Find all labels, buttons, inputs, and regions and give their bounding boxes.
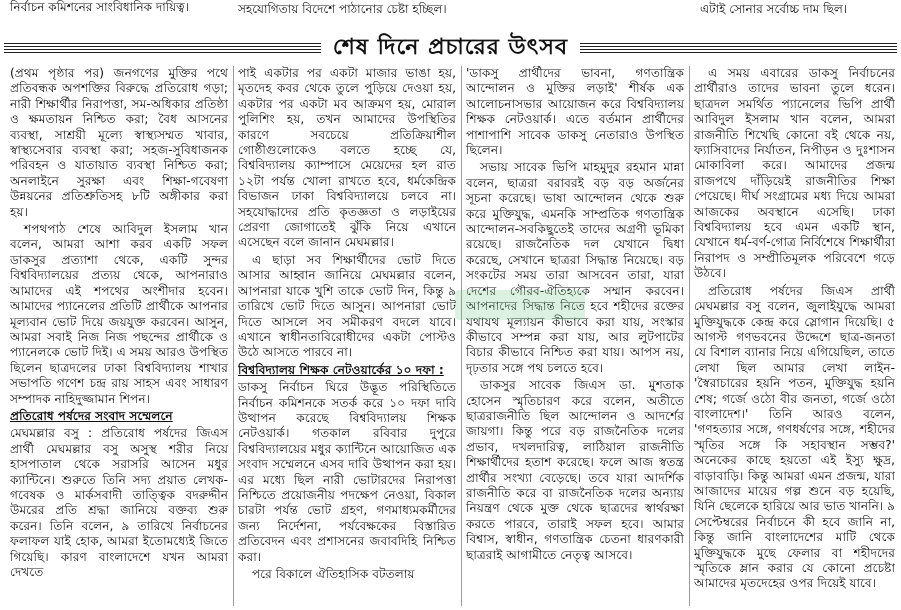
paragraph: প্রতিরোধ পর্ষদের জিএস প্রার্থী মেঘমল্লার বসু বলেন, জুলাইযুদ্ধে আমরা মুক্তিযুদ্ধকে কেন্দ্র করে স্লোগান দিয়েছি। ৫ আগস্ট গণভবনের উদ্দেশে ছাত্র-জনতা যে বিশাল ব্যানার নিয়ে এগিয়েছিল, তাতে লেখা ছিল আমার লেখা লাইন- 'স্বৈরাচারের হয়নি পতন, মুক্তিযুদ্ধ হয়নি শেষ; গর্জে ওঠো বীর জনতা, গর্জে ওঠো বাংলাদেশ।' তিনি আরও বলেন, 'গণহত্যার সঙ্গে, গণধর্ষণের সঙ্গে, শহীদের স্মৃতির সঙ্গে কি সহাবস্থান সম্ভব?' অনেকের কাছে হয়তো এই ইস্যু ক্ষুদ্র, বাড়াবাড়ি। কিন্তু আমরা এমন প্রজন্ম, যারা আজাদের মায়ের গল্প শুনে বড় হয়েছি, যিনি ছেলেকে হারিয়ে আর ভাত খাননি। ৯ সেপ্টেম্বরের নির্বাচনে কী হবে জানি না, কিন্তু জানি বাংলাদেশের মাটি থেকে মুক্তিযুদ্ধকে মুছে ফেলার বা শহীদদের স্মৃতিকে ম্লান করার যে কোনো প্রচেষ্টা আমাদের মৃতদেহের ওপর দিয়েই যাবে।	[694, 283, 895, 591]
top-text-right: এটাই সোনার সর্বোচ্চ দাম ছিল।	[700, 2, 848, 16]
headline-rule-left	[4, 43, 321, 53]
paragraph: এ ছাড়া সব শিক্ষার্থীদের ভোট দিতে আসার আহ্বান জানিয়ে মেঘমল্লার বলেন, আপনারা যাকে খুশি তাকে ভোট দিন, কিন্তু ৯ তারিখে ভোট দিতে আসুন। আপনারা ভোট দিতে আসলে সব সমীকরণ বদলে যাবে। এখানে স্বাধীনতাবিরোধীদের একটা পোস্টও উঠে আসতে পারবে না।	[238, 252, 456, 360]
paragraph: ডাকসুর সাবেক জিএস ডা. মুশতাক হোসেন স্মৃতিচারণ করে বলেন, অতীতে ছাত্ররাজনীতি ছিল আন্দোলন ও আদর্শের জায়গা। কিন্তু পরে বড় রাজনৈতিক দলের প্রভাব, দখলদারিত্ব, লাঠিয়াল রাজনীতি শিক্ষার্থীদের হতাশ করেছে। ফলে আজ স্বতন্ত্র প্রার্থীর সংখ্যা বেড়েছে। তবে যারা আদর্শিক রাজনীতি করে বা রাজনৈতিক দলের অন্যায় নিয়ন্ত্রণ থেকে মুক্ত থেকে ছাত্রদের স্বার্থরক্ষা করতে পারবে, তারাই সফল হবে। আমার বিশ্বাস, স্বাধীন, গণতান্ত্রিক চেতনা ধারণকারী ছাত্ররাই আগামীতে নেতৃত্ব আসবে।	[466, 378, 684, 562]
paragraph: ডাকসু নির্বাচন ঘিরে উদ্ভূত পরিস্থিতিতে নির্বাচন কমিশনকে সতর্ক করে ১০ দফা দাবি উত্থাপন করেছে বিশ্ববিদ্যালয় শিক্ষক নেটওয়ার্ক। গতকাল রবিবার দুপুরে বিশ্ববিদ্যালয়ের মধুর ক্যান্টিনে আয়োজিত এক সংবাদ সম্মেলনে এসব দাবি উত্থাপন করা হয়। এর মধ্যে ছিল নারী ভোটারদের নিরাপত্তা নিশ্চিতে প্রয়োজনীয় পদক্ষেপ নেওয়া, বিকাল চারটা পর্যন্ত ভোট গ্রহণ, গণমাধ্যমকর্মীদের জন্য নির্দেশনা, পর্যবেক্ষকের বিস্তারিত প্রতিবেদন এবং প্রশাসনের জবাবদিহি নিশ্চিত করা।	[238, 380, 456, 564]
column-4	[694, 66, 895, 606]
article-columns	[10, 66, 895, 606]
headline-rule-right	[580, 43, 897, 53]
subheading: প্রতিরোধ পর্ষদের সংবাদ সম্মেলনে	[10, 408, 173, 423]
column-2	[238, 66, 456, 606]
paragraph: মেঘমল্লার বসু : প্রতিরোধ পর্ষদের জিএস প্রার্থী মেঘমল্লার বসু অসুস্থ শরীর নিয়ে হাসপাতাল থেকে সরাসরি আসেন মধুর ক্যান্টিনে। শুরুতে তিনি সদ্য প্রয়াত লেখক-গবেষক ও মার্কসবাদী তাত্ত্বিক বদরুদ্দীন উমরের প্রতি শ্রদ্ধা জানিয়ে বক্তব্য শুরু করেন। তিনি বলেন, ৯ তারিখে নির্বাচনের ফলাফল যাই হোক, আমরা ইতোমধ্যেই জিতে গিয়েছি। কারণ বাংলাদেশে যখন আমরা দেখতে	[10, 426, 228, 579]
paragraph: এ সময় এবারের ডাকসু নির্বাচনের প্রার্থীরাও তাদের ভাবনা তুলে ধরেন। ছাত্রদল সমর্থিত প্যানেলের ভিপি প্রার্থী আবিদুল ইসলাম খান বলেন, আমরা রাজনীতি শিখেছি কোনো বই থেকে নয়, ফ্যাসিবাদের নির্যাতন, নিপীড়ন ও দুঃশাসন মোকাবিলা করে। আমাদের প্রজন্ম রাজপথে দাঁড়িয়েই রাজনীতির শিক্ষা পেয়েছে। দীর্ঘ সংগ্রামের মধ্য দিয়ে আমরা আজকের অবস্থানে এসেছি। ঢাকা বিশ্ববিদ্যালয় হবে এমন একটি স্থান, যেখানে ধর্ম-বর্ণ-গোত্র নির্বিশেষে শিক্ষার্থীরা নিরাপদ ও সম্প্রীতিমূলক পরিবেশে গড়ে উঠবে।	[694, 66, 895, 281]
paragraph: পরে বিকালে ঐতিহাসিক বটতলায়	[252, 567, 415, 581]
article-headline: শেষ দিনে প্রচারের উৎসব	[332, 34, 569, 60]
column-3	[466, 66, 684, 606]
headline-bar	[4, 33, 897, 63]
paragraph: 'ডাকসু প্রার্থীদের ভাবনা, গণতান্ত্রিক আন্দোলন ও মুক্তির লড়াই' শীর্ষক এক আলোচনাসভার আয়োজন করে বিশ্ববিদ্যালয় শিক্ষক নেটওয়ার্ক। এতে বর্তমান প্রার্থীদের পাশাপাশি সাবেক ডাকসু নেতারাও উপস্থিত ছিলেন।	[466, 66, 684, 158]
top-text-left: নির্বাচন কমিশনের সাংবিধানিক দায়িত্ব।	[10, 0, 190, 14]
column-1	[10, 66, 228, 606]
paragraph: শপথপাঠ শেষে আবিদুল ইসলাম খান বলেন, আমরা আশা করব একটি সফল ডাকসুর প্রত্যাশা থেকে, একটি সুন্দর বিশ্ববিদ্যালয়ের প্রত্যয় থেকে, আপনারাও আমাদের এই শপথের অংশীদার হবেন। আমাদের প্যানেলের প্রতিটি প্রার্থীকে আপনার মূল্যবান ভোট দিয়ে জয়যুক্ত করবেন। আসুন, আমরা সবাই নিজ নিজ পছন্দের প্রার্থীকে ও প্যানেলকে ভোট দিই। এ সময় আরও উপস্থিত ছিলেন ছাত্রদলের ঢাকা বিশ্ববিদ্যালয় শাখার সভাপতি গণেশ চন্দ্র রায় সাহস এবং সাধারণ সম্পাদক নাহিদুজ্জামান শিপন।	[10, 222, 228, 406]
watermark-logo	[455, 290, 585, 320]
paragraph: পাই একটার পর একটা মাজার ভাঙা হয়, মৃতদেহ কবর থেকে তুলে পুড়িয়ে দেওয়া হয়, একটার পর একটা মব আক্রমণ হয়, মোরাল পুলিশিং হয়, তখন আমাদের উপস্থিতির কারণে সবচেয়ে প্রতিক্রিয়াশীল গোষ্ঠীগুলোকেও বলতে হচ্ছে যে, বিশ্ববিদ্যালয় ক্যাম্পাসে মেয়েদের হল রাত ১২টা পর্যন্ত খোলা রাখতে হবে, ধর্মকেন্দ্রিক বিভাজন ঢাকা বিশ্ববিদ্যালয়ে চলবে না। সহযোদ্ধাদের প্রতি কৃতজ্ঞতা ও লড়াইয়ের প্রেরণা জোগাতেই ঝুঁকি নিয়ে এখানে এসেছেন বলে জানান মেঘমল্লার।	[238, 66, 456, 250]
paragraph: সভায় সাবেক ভিপি মাহমুদুর রহমান মান্না বলেন, ছাত্ররা বরাবরই বড় বড় অর্জনের সূচনা করেছে। ভাষা আন্দোলন থেকে শুরু করে মুক্তিযুদ্ধ, এমনকি সাম্প্রতিক গণতান্ত্রিক আন্দোলন-সবকিছুতেই তাদের অগ্রণী ভূমিকা রয়েছে। রাজনৈতিক দল যেখানে দ্বিধা করেছে, সেখানে ছাত্ররা সিদ্ধান্ত নিয়েছে। বড় সংকটের সময় তারা আসবেন তারা, যারা দেশের গৌরব-ঐতিহ্যকে সম্মান করবেন। আপনাদের সিদ্ধান্ত নিতে হবে শহীদের রক্তের যথাযথ মূল্যায়ন কীভাবে করা যায়, সংস্কার কীভাবে সম্পন্ন করা যায়, আর লুটপাটের বিচার কীভাবে নিশ্চিত করা যায়। আপস নয়, দৃঢ়তার সঙ্গে পথ চলতে হবে।	[466, 160, 684, 375]
paragraph: (প্রথম পৃষ্ঠার পর) জনগণের মুক্তির পথে প্রতিবন্ধক অপশক্তির বিরুদ্ধে প্রতিরোধ গড়া; নারী শিক্ষার্থীর নিরাপত্তা, সম-অধিকার প্রতিষ্ঠা ও ক্ষমতায়ন নিশ্চিত করা; বৈধ আসনের ব্যবস্থা, সাশ্রয়ী মূল্যে স্বাস্থ্যসম্মত খাবার, স্বাস্থ্যসেবার ব্যবস্থা করা; সহজ-সুবিধাজনক পরিবহন ও যাতায়াত ব্যবস্থা নিশ্চিত করা; অনলাইনে সুরক্ষা এবং শিক্ষা-গবেষণা উন্নয়নের প্রতিশ্রুতিসহ ৮টি অঙ্গীকার করা হয়।	[10, 66, 228, 219]
subheading: বিশ্ববিদ্যালয় শিক্ষক নেটওয়ার্কের ১০ দফা :	[238, 362, 444, 377]
top-text-middle: সহযোগিতায় বিদেশে পাঠানোর চেষ্টা হচ্ছিল।	[238, 2, 447, 16]
